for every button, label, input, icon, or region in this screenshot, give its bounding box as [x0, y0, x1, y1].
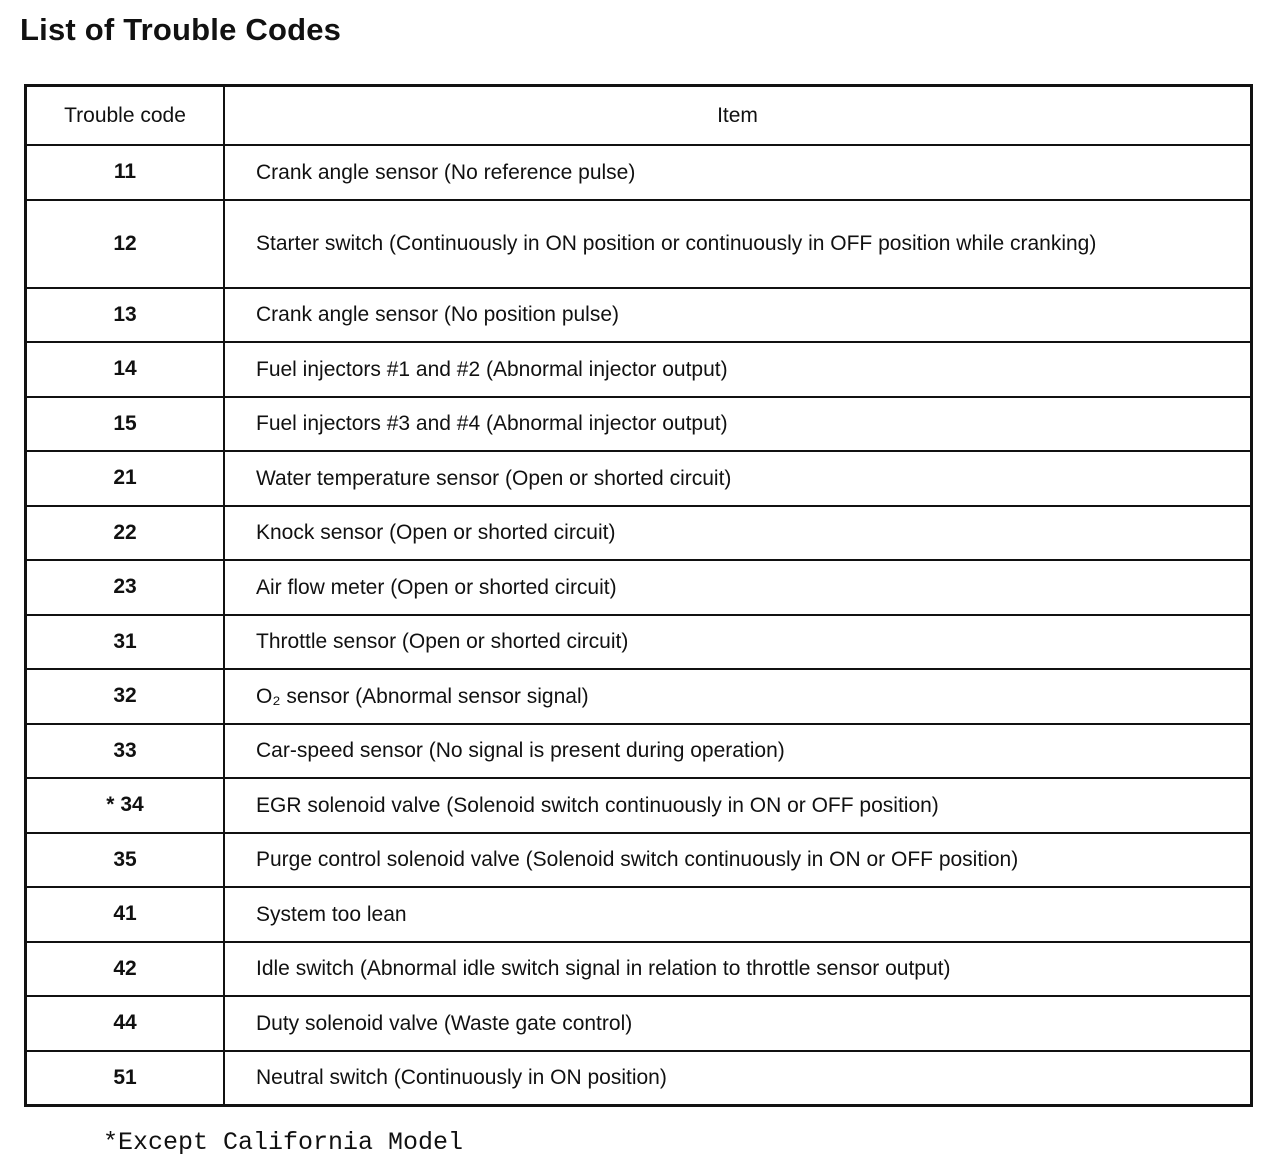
item-cell: O₂ sensor (Abnormal sensor signal) [224, 669, 1250, 724]
item-cell: Car-speed sensor (No signal is present during operation) [224, 724, 1250, 779]
trouble-code-cell: 35 [27, 833, 224, 888]
table-row [27, 942, 1250, 997]
item-cell: Crank angle sensor (No reference pulse) [224, 145, 1250, 200]
table-row [27, 560, 1250, 615]
trouble-code-cell: 44 [27, 996, 224, 1051]
footnote: *Except California Model [103, 1128, 464, 1157]
table-row [27, 200, 1250, 288]
asterisk-mark: * [106, 793, 115, 817]
item-cell: Idle switch (Abnormal idle switch signal in relation to throttle sensor output) [224, 942, 1250, 997]
table-row [27, 288, 1250, 343]
item-cell: Throttle sensor (Open or shorted circuit) [224, 615, 1250, 670]
item-cell: Air flow meter (Open or shorted circuit) [224, 560, 1250, 615]
item-cell: Water temperature sensor (Open or shorted circuit) [224, 451, 1250, 506]
header-item: Item [224, 87, 1250, 145]
table-row [27, 887, 1250, 942]
trouble-code-cell: 12 [27, 200, 224, 288]
trouble-code-cell: 15 [27, 397, 224, 452]
trouble-code-cell: 31 [27, 615, 224, 670]
trouble-code-table [27, 87, 1250, 1104]
table-row [27, 506, 1250, 561]
trouble-code-cell: 42 [27, 942, 224, 997]
table-row [27, 833, 1250, 888]
item-cell: Duty solenoid valve (Waste gate control) [224, 996, 1250, 1051]
trouble-code-cell: 33 [27, 724, 224, 779]
item-cell: Neutral switch (Continuously in ON position) [256, 1066, 667, 1090]
trouble-code-value: 34 [120, 793, 144, 817]
table-row [27, 145, 1250, 200]
table-header-row [27, 87, 1250, 145]
item-cell: Fuel injectors #3 and #4 (Abnormal injector output) [224, 397, 1250, 452]
item-cell: Purge control solenoid valve (Solenoid switch continuously in ON or OFF position) [224, 833, 1250, 888]
trouble-code-cell: 14 [27, 342, 224, 397]
trouble-code-cell: 11 [27, 145, 224, 200]
item-cell: Crank angle sensor (No position pulse) [224, 288, 1250, 343]
table-row [27, 615, 1250, 670]
trouble-code-cell: 32 [27, 669, 224, 724]
trouble-code-cell: 13 [27, 288, 224, 343]
table-row [27, 778, 1250, 833]
trouble-code-table-frame [24, 84, 1253, 1107]
page-title: List of Trouble Codes [20, 12, 342, 47]
trouble-code-cell: 21 [27, 451, 224, 506]
trouble-code-cell: 41 [27, 887, 224, 942]
table-row [27, 996, 1250, 1051]
table-row [27, 669, 1250, 724]
table-row [27, 342, 1250, 397]
table-row [27, 724, 1250, 779]
header-trouble-code: Trouble code [27, 87, 224, 145]
trouble-code-cell: 23 [27, 560, 224, 615]
trouble-code-cell [27, 778, 224, 833]
table-row [27, 397, 1250, 452]
item-cell: System too lean [224, 887, 1250, 942]
item-cell: Knock sensor (Open or shorted circuit) [224, 506, 1250, 561]
table-row [27, 451, 1250, 506]
trouble-code-cell: 22 [27, 506, 224, 561]
item-cell: EGR solenoid valve (Solenoid switch continuously in ON or OFF position) [224, 778, 1250, 833]
table-row [27, 1051, 1250, 1105]
item-cell: Fuel injectors #1 and #2 (Abnormal injector output) [224, 342, 1250, 397]
item-cell: Starter switch (Continuously in ON position or continuously in OFF position while cranking) [224, 200, 1250, 288]
trouble-code-cell: 51 [27, 1051, 224, 1105]
